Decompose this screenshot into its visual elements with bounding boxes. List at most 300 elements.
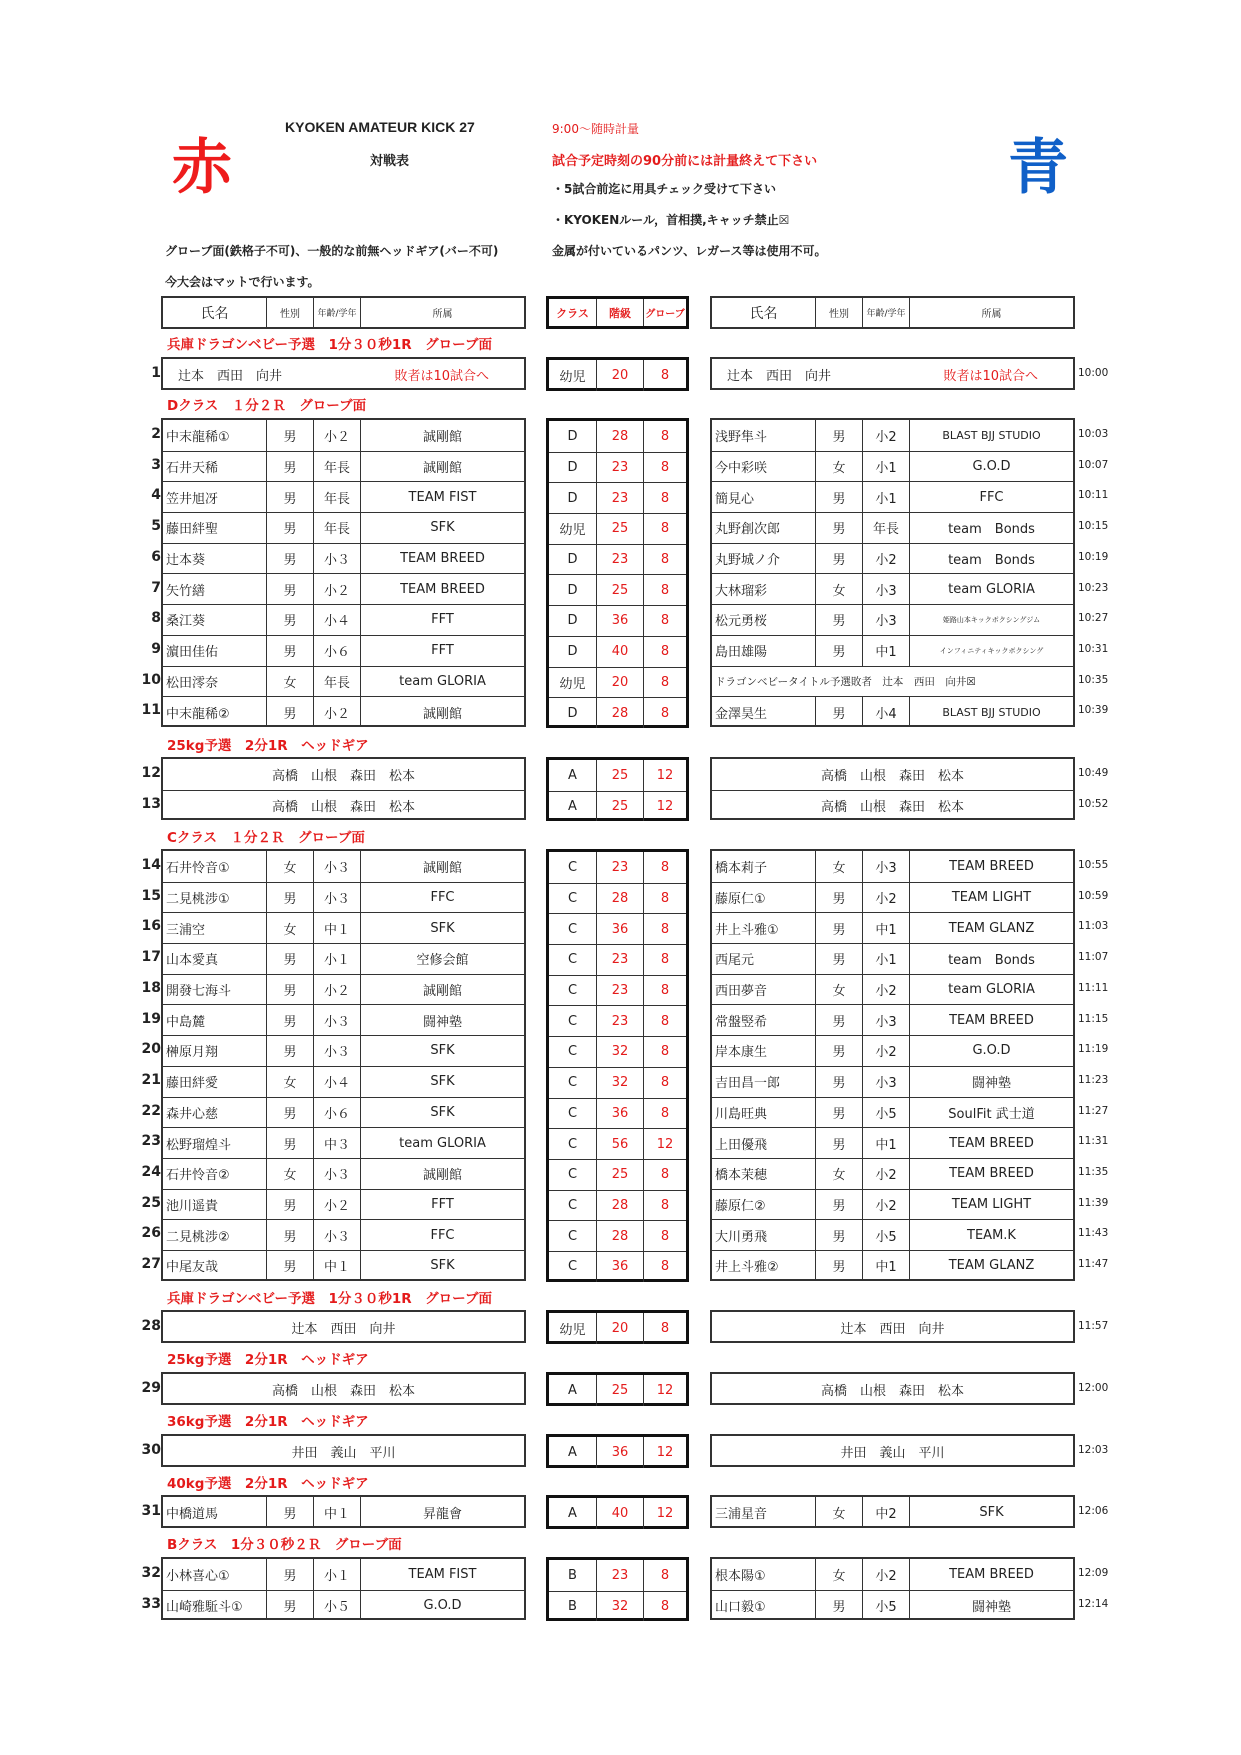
bout-match-row (549, 1437, 686, 1468)
red-fighter-name: 二見桃涉① (166, 892, 230, 908)
red-fighter-group (163, 1312, 524, 1343)
red-fighter-name: 中尾友哉 (166, 1260, 219, 1276)
red-fighter-row (163, 1436, 524, 1467)
col-class: クラス (556, 306, 589, 320)
section-heading: Dクラス １分２Ｒ グローブ面 (167, 398, 367, 414)
bout-time: 12:03 (1078, 1444, 1109, 1456)
red-fighter-sex: 男 (266, 1220, 313, 1250)
bout-time: 10:03 (1078, 428, 1109, 440)
blue-fighter-name: 藤原仁① (715, 892, 766, 908)
red-fighter-name: 中島麓 (166, 1014, 206, 1030)
match-info-row (549, 852, 686, 883)
blue-fighter-note: ドラゴンベビータイトル予選敗者 辻本 西田 向井☒ (715, 675, 976, 688)
blue-fighter-affiliation: FFC (909, 482, 1073, 512)
red-fighter-affiliation: 誠剛館 (360, 851, 524, 882)
bout-blue-row (712, 759, 1073, 790)
blue-fighter-name: 川島旺典 (715, 1106, 768, 1122)
red-fighter-affiliation: 誠剛館 (360, 975, 524, 1005)
blue-fighter-age: 小2 (862, 1559, 909, 1590)
red-fighter-row (163, 482, 524, 512)
blue-fighter-name: 西田夢音 (715, 984, 768, 1000)
blue-fighter-sex: 男 (815, 1128, 862, 1158)
bout-glove: 8 (643, 1099, 686, 1129)
red-fighter-affiliation: TEAM FIST (360, 1559, 524, 1590)
bout-blue-row (712, 1219, 1073, 1250)
bout-red-row (163, 543, 524, 574)
bout-time: 11:15 (1078, 1012, 1109, 1025)
blue-fighter-affiliation: team Bonds (909, 544, 1073, 574)
bout-glove: 8 (643, 1252, 686, 1282)
bout-weight: 36 (596, 606, 643, 636)
bout-blue-row (712, 512, 1073, 543)
bout-number: 18 (141, 979, 161, 996)
red-fighter-row (163, 667, 524, 697)
red-fighter-age: 年長 (313, 482, 360, 512)
bout-match-row (549, 605, 686, 636)
bout-class: C (567, 1105, 578, 1121)
blue-fighter-row (712, 1159, 1073, 1189)
red-fighter-sex: 男 (266, 975, 313, 1005)
blue-fighter-name: 今中彩咲 (715, 461, 768, 477)
red-fighter-sex: 男 (266, 544, 313, 574)
blue-fighter-row (712, 697, 1073, 727)
blue-fighter-row (712, 913, 1073, 943)
bout-time: 10:00 (1078, 367, 1109, 379)
red-fighter-row (163, 1005, 524, 1035)
blue-fighter-row (712, 883, 1073, 913)
blue-fighter-affiliation: SoulFit 武士道 (909, 1098, 1073, 1128)
blue-fighter-sex: 女 (815, 851, 862, 882)
blue-fighter-name: 三浦星音 (715, 1506, 768, 1522)
red-fighter-age: 小２ (313, 697, 360, 727)
red-fighter-affiliation: 誠剛館 (360, 452, 524, 482)
match-info-row (549, 1437, 686, 1468)
blue-fighter-affiliation: TEAM GLANZ (909, 1251, 1073, 1281)
red-fighter-group (163, 359, 524, 390)
red-fighter-age: 小３ (313, 544, 360, 574)
blue-fighter-name: 上田優飛 (715, 1137, 768, 1153)
red-fighter-name: 山本愛真 (166, 953, 219, 969)
red-fighter-sex: 男 (266, 883, 313, 913)
blue-fighter-age: 小1 (862, 482, 909, 512)
blue-header (710, 296, 1075, 329)
blue-fighter-age: 小2 (862, 420, 909, 451)
section-heading: Bクラス 1分３０秒２Ｒ グローブ面 (167, 1537, 402, 1553)
bout-match-row (549, 1591, 686, 1622)
blue-fighter-names: 辻本 西田 向井 (727, 368, 832, 384)
bout-glove: 8 (643, 1160, 686, 1190)
blue-fighter-name: 井上斗雅② (715, 1260, 779, 1276)
blue-fighter-name: 橋本茉穂 (715, 1168, 768, 1184)
red-fighter-name: 榊原月翔 (166, 1045, 219, 1061)
bout-match-row (549, 1005, 686, 1036)
blue-fighter-age: 小1 (862, 944, 909, 974)
bout-match-row (549, 1098, 686, 1129)
bout-red-row (163, 912, 524, 943)
blue-fighter-name: 浅野隼斗 (715, 429, 768, 445)
bout-red-row (163, 359, 524, 390)
bout-match-row (549, 513, 686, 544)
red-fighter-group (163, 1436, 524, 1467)
blue-fighter-name: 西尾元 (715, 953, 755, 969)
bout-number: 8 (151, 610, 161, 627)
blue-fighter-row (712, 791, 1073, 821)
bout-class: A (568, 767, 577, 783)
blue-fighter-affiliation: G.O.D (909, 1036, 1073, 1066)
bout-number: 32 (141, 1565, 161, 1581)
match-info-row (549, 514, 686, 544)
bout-glove: 12 (643, 760, 686, 791)
match-info-row (549, 760, 686, 791)
match-info-row (549, 1068, 686, 1098)
bout-match-row (549, 667, 686, 698)
red-fighter-name: 藤田絆聖 (166, 522, 219, 538)
blue-fighter-name: 松元勇桜 (715, 614, 768, 630)
blue-fighter-age: 小2 (862, 1036, 909, 1066)
bout-match-row (549, 1190, 686, 1221)
blue-fighter-age: 中1 (862, 636, 909, 666)
red-fighter-row (163, 975, 524, 1005)
bout-blue-row (712, 451, 1073, 482)
blue-fighter-sex: 女 (815, 452, 862, 482)
red-fighter-sex: 男 (266, 1190, 313, 1220)
match-info-row (549, 1037, 686, 1067)
red-fighter-age: 中１ (313, 913, 360, 943)
col-age: 年齢/学年 (313, 298, 360, 327)
section-heading: 40kg予選 2分1R ヘッドギア (167, 1476, 369, 1492)
blue-fighter-affiliation: 姫路山本キックボクシングジム (909, 605, 1073, 635)
red-fighter-row (163, 1374, 524, 1405)
red-fighter-name: 濵田佳佑 (166, 645, 219, 661)
bout-time: 10:19 (1078, 550, 1109, 563)
red-fighter-names: 高橋 山根 森田 松本 (271, 768, 415, 784)
bout-match-row (549, 697, 686, 728)
metal-note: 金属が付いているパンツ、レガース等は使用不可。 (552, 244, 827, 258)
bout-number: 7 (151, 579, 161, 596)
bout-time: 11:07 (1078, 951, 1109, 964)
bout-weight: 36 (596, 1252, 643, 1282)
bout-blue-row (712, 1004, 1073, 1035)
bout-blue-row (712, 1158, 1073, 1189)
bout-match-row (549, 944, 686, 975)
blue-fighter-names: 高橋 山根 森田 松本 (820, 1383, 964, 1399)
red-corner-label: 赤 (172, 133, 232, 203)
bout-match-row (549, 1375, 686, 1406)
bout-weight: 56 (596, 1129, 643, 1159)
blue-fighter-row (712, 1220, 1073, 1250)
bout-match-row (549, 636, 686, 667)
red-header (161, 296, 526, 329)
match-info-group (546, 1557, 689, 1621)
bout-class: D (567, 460, 578, 476)
bout-blue-row (712, 1035, 1073, 1066)
bout-time: 12:00 (1078, 1382, 1109, 1394)
blue-fighter-sex: 女 (815, 1159, 862, 1189)
match-info-row (549, 421, 686, 452)
blue-fighter-affiliation: TEAM BREED (909, 1005, 1073, 1035)
blue-fighter-affiliation: team GLORIA (909, 574, 1073, 604)
blue-corner-group (710, 1310, 1075, 1343)
bout-match-row (549, 360, 686, 391)
red-corner-group (161, 357, 526, 390)
bout-number: 25 (141, 1194, 161, 1211)
bout-weight: 32 (596, 1068, 643, 1098)
bout-weight: 23 (596, 453, 643, 483)
bout-time: 11:03 (1078, 920, 1109, 933)
blue-fighter-sex: 男 (815, 1251, 862, 1281)
bout-glove: 8 (643, 360, 686, 391)
bout-red-row (163, 1374, 524, 1405)
red-fighter-name: 森井心慈 (166, 1106, 219, 1122)
red-fighter-age: 小３ (313, 1036, 360, 1066)
bout-weight: 28 (596, 884, 643, 914)
bout-number: 15 (141, 887, 161, 904)
red-fighter-name: 三浦空 (166, 922, 206, 938)
blue-fighter-sex: 男 (815, 1098, 862, 1128)
bout-match-row (549, 883, 686, 914)
blue-corner-group (710, 849, 1075, 1281)
match-info-row (549, 976, 686, 1006)
bout-weight: 40 (596, 1498, 643, 1529)
red-fighter-name: 中末龍稀② (166, 706, 230, 722)
match-info-row (549, 1498, 686, 1529)
bout-red-row (163, 696, 524, 727)
match-info-row (549, 884, 686, 914)
blue-fighter-row (712, 1374, 1073, 1405)
col-affiliation: 所属 (909, 298, 1073, 327)
blue-fighter-group (712, 359, 1073, 390)
bout-blue-row (712, 1097, 1073, 1128)
bout-match-row (549, 1128, 686, 1159)
bout-blue-row (712, 1590, 1073, 1621)
blue-fighter-name: 常盤竪希 (715, 1014, 768, 1030)
red-fighter-age: 小２ (313, 420, 360, 451)
blue-fighter-sex: 男 (815, 605, 862, 635)
blue-fighter-affiliation: SFK (909, 1497, 1073, 1528)
blue-fighter-row (712, 1312, 1073, 1343)
bout-weight: 36 (596, 1437, 643, 1468)
red-fighter-affiliation: team GLORIA (360, 667, 524, 697)
bout-match-row (549, 760, 686, 791)
bout-class: B (568, 1599, 577, 1615)
bout-number: 30 (141, 1442, 161, 1458)
match-info-group (546, 1372, 689, 1406)
blue-fighter-row (712, 1436, 1073, 1467)
bout-number: 14 (141, 857, 161, 873)
blue-fighter-group (712, 1436, 1073, 1467)
match-info-row (549, 1129, 686, 1159)
bout-time: 12:14 (1078, 1597, 1109, 1610)
red-fighter-affiliation: 昇龍會 (360, 1497, 524, 1528)
red-fighter-row (163, 913, 524, 943)
match-info-row (549, 1191, 686, 1221)
red-fighter-group (163, 759, 524, 790)
bout-match-row (549, 421, 686, 452)
blue-fighter-sex: 女 (815, 1559, 862, 1590)
red-fighter-sex: 男 (266, 420, 313, 451)
blue-fighter-name: 吉田昌一郎 (715, 1076, 781, 1092)
red-fighter-age: 年長 (313, 513, 360, 543)
bout-class: C (567, 1259, 578, 1275)
blue-fighter-age: 小1 (862, 452, 909, 482)
red-fighter-row (163, 697, 524, 727)
red-fighter-age: 小３ (313, 1220, 360, 1250)
bout-red-row (163, 759, 524, 790)
red-fighter-age: 小６ (313, 1098, 360, 1128)
blue-fighter-name: 山口毅① (715, 1600, 766, 1616)
red-loser-note: 敗者は10試合へ (394, 368, 489, 384)
red-fighter-row (163, 883, 524, 913)
bout-class: 幼児 (559, 523, 586, 539)
bout-time: 11:47 (1078, 1258, 1109, 1271)
bout-number: 9 (151, 640, 161, 657)
bout-blue-row (712, 604, 1073, 635)
blue-fighter-affiliation: TEAM BREED (909, 851, 1073, 882)
blue-fighter-age: 小5 (862, 1220, 909, 1250)
blue-fighter-affiliation: 闘神塾 (909, 1067, 1073, 1097)
red-fighter-affiliation: SFK (360, 1251, 524, 1281)
bout-class: A (568, 1382, 577, 1398)
red-fighter-sex: 男 (266, 1591, 313, 1621)
section-heading: Cクラス １分２Ｒ グローブ面 (167, 830, 365, 846)
blue-fighter-row (712, 851, 1073, 882)
blue-corner-group (710, 1557, 1075, 1620)
bout-time: 11:39 (1078, 1196, 1109, 1209)
col-name: 氏名 (749, 305, 778, 322)
red-fighter-row (163, 636, 524, 666)
bout-red-row (163, 573, 524, 604)
red-fighter-name: 矢竹繕 (166, 583, 206, 599)
red-fighter-age: 小３ (313, 1159, 360, 1189)
bout-match-row (549, 791, 686, 822)
red-fighter-row (163, 1098, 524, 1128)
bout-match-row (549, 975, 686, 1006)
red-fighter-name: 藤田絆愛 (166, 1076, 219, 1092)
bout-glove: 8 (643, 483, 686, 513)
red-fighter-row (163, 1067, 524, 1097)
bout-number: 31 (141, 1503, 161, 1519)
red-fighter-affiliation: 闘神塾 (360, 1005, 524, 1035)
red-fighter-row (163, 1220, 524, 1250)
match-info-row (549, 1375, 686, 1406)
red-fighter-row (163, 359, 524, 390)
blue-fighter-affiliation: team Bonds (909, 944, 1073, 974)
red-fighter-affiliation: 誠剛館 (360, 420, 524, 451)
blue-fighter-age: 中2 (862, 1497, 909, 1528)
red-fighter-affiliation: TEAM BREED (360, 574, 524, 604)
blue-fighter-name: 藤原仁② (715, 1198, 766, 1214)
red-fighter-row (163, 1159, 524, 1189)
blue-fighter-affiliation: BLAST BJJ STUDIO (909, 420, 1073, 451)
red-fighter-age: 小２ (313, 574, 360, 604)
blue-fighter-row (712, 1251, 1073, 1281)
bout-class: A (568, 1444, 577, 1460)
blue-fighter-row (712, 667, 1073, 697)
blue-fighter-group (712, 1312, 1073, 1343)
bout-number: 1 (151, 365, 161, 381)
bout-match-row (549, 1560, 686, 1591)
blue-fighter-name: 島田雄陽 (715, 645, 768, 661)
page-subtitle: 対戦表 (370, 154, 410, 169)
bout-weight: 20 (596, 668, 643, 698)
bout-blue-row (712, 1436, 1073, 1467)
red-fighter-name: 山崎雅駈斗① (166, 1600, 243, 1616)
red-fighter-sex: 男 (266, 1098, 313, 1128)
bout-number: 28 (141, 1318, 161, 1334)
bout-class: C (567, 921, 578, 937)
blue-fighter-sex: 男 (815, 1036, 862, 1066)
bout-number: 13 (141, 795, 161, 812)
bout-class: 幼児 (559, 676, 586, 692)
bout-blue-row (712, 790, 1073, 821)
blue-fighter-sex: 男 (815, 544, 862, 574)
blue-fighter-name: 橋本莉子 (715, 860, 768, 876)
bout-blue-row (712, 1066, 1073, 1097)
red-fighter-sex: 男 (266, 482, 313, 512)
blue-fighter-age: 小5 (862, 1591, 909, 1621)
bout-match-row (549, 574, 686, 605)
bout-weight: 23 (596, 852, 643, 883)
bout-weight: 40 (596, 637, 643, 667)
bout-number: 4 (151, 487, 161, 504)
bout-match-row (549, 852, 686, 883)
red-fighter-name: 中末龍稀① (166, 429, 230, 445)
bout-weight: 23 (596, 483, 643, 513)
red-fighter-sex: 女 (266, 851, 313, 882)
bout-weight: 23 (596, 945, 643, 975)
equipment-check-note: ・5試合前迄に用具チェック受けて下さい (552, 182, 776, 196)
bout-match-row (549, 1498, 686, 1529)
bout-class: C (567, 1167, 578, 1183)
bout-time: 10:15 (1078, 520, 1109, 533)
red-fighter-name: 池川遥貴 (166, 1198, 219, 1214)
blue-fighter-affiliation: 闘神塾 (909, 1591, 1073, 1621)
match-info-row (549, 792, 686, 822)
red-fighter-affiliation: 空修会館 (360, 944, 524, 974)
red-fighter-affiliation: FFT (360, 1190, 524, 1220)
match-info-row (549, 575, 686, 605)
bout-class: B (568, 1567, 577, 1583)
bout-red-row (163, 666, 524, 697)
bout-number: 19 (141, 1010, 161, 1027)
bout-blue-row (712, 1127, 1073, 1158)
bout-glove: 8 (643, 852, 686, 883)
red-fighter-row (163, 1190, 524, 1220)
blue-loser-note: 敗者は10試合へ (943, 368, 1038, 384)
blue-fighter-name: 根本陽① (715, 1568, 766, 1584)
bout-glove: 8 (643, 514, 686, 544)
bout-class: C (567, 983, 578, 999)
blue-fighter-name: 大林瑠彩 (715, 583, 768, 599)
red-fighter-sex: 男 (266, 636, 313, 666)
bout-glove: 12 (643, 792, 686, 822)
bout-weight: 20 (596, 360, 643, 391)
bout-class: C (567, 952, 578, 968)
bout-time: 10:59 (1078, 889, 1109, 902)
blue-fighter-row (712, 1190, 1073, 1220)
red-fighter-affiliation: 誠剛館 (360, 697, 524, 727)
bout-weight: 28 (596, 1221, 643, 1251)
red-fighter-row (163, 452, 524, 482)
blue-fighter-age: 小2 (862, 883, 909, 913)
section-heading: 兵庫ドラゴンベビー予選 1分３０秒1R グローブ面 (167, 1291, 492, 1307)
red-corner-group (161, 1557, 526, 1620)
match-info-row (549, 545, 686, 575)
bout-weight: 28 (596, 698, 643, 728)
bout-time: 10:39 (1078, 704, 1109, 717)
red-fighter-affiliation: FFC (360, 1220, 524, 1250)
bout-class: D (567, 705, 578, 721)
